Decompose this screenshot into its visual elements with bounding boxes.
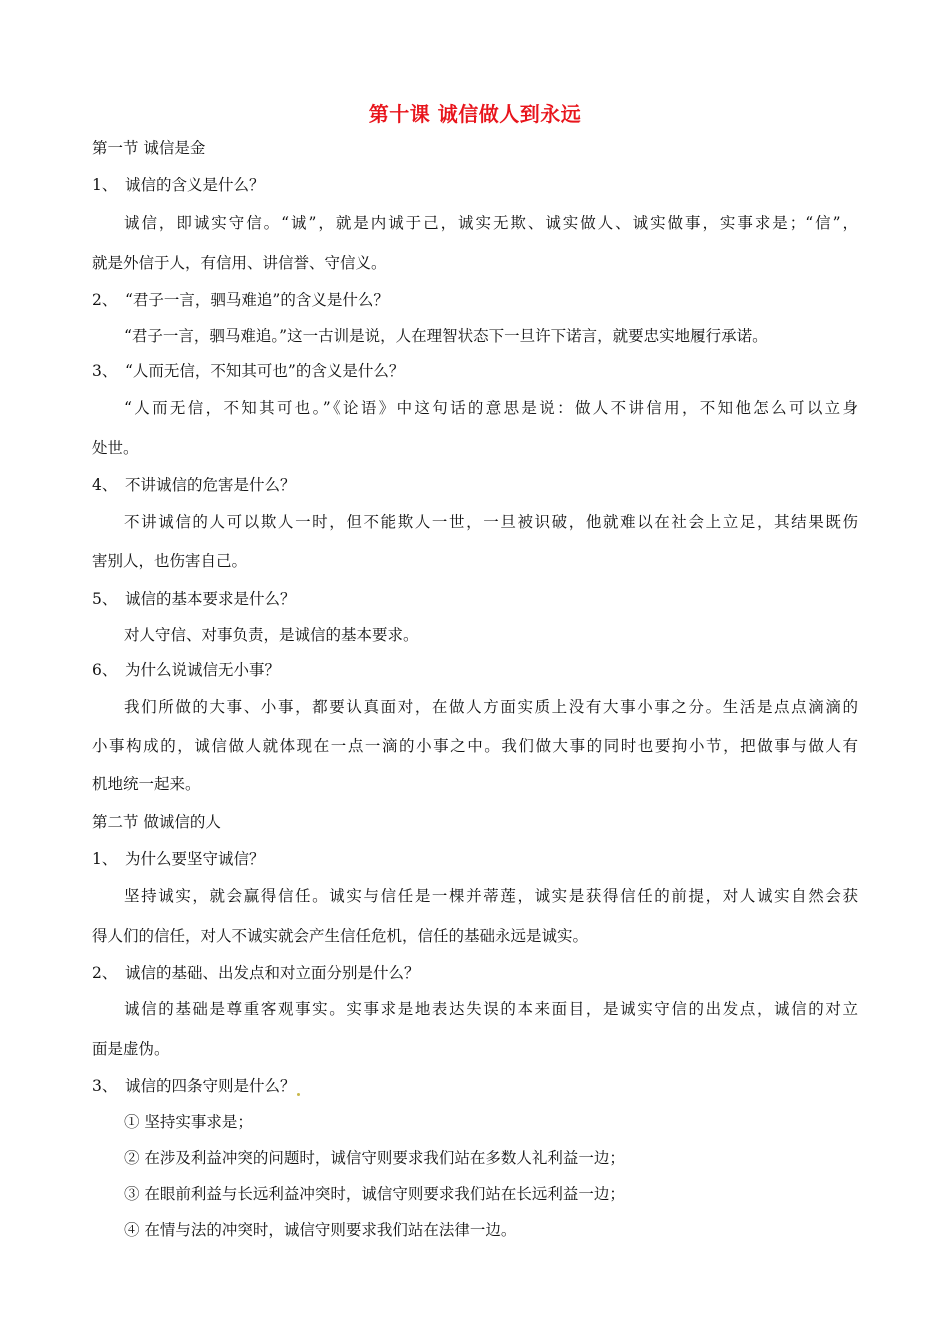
question-text: “人而无信，不知其可也”的含义是什么？ [125,362,405,380]
section-heading-1: 第一节 诚信是金 [92,139,206,157]
rule-4: ④ 在情与法的冲突时，诚信守则要求我们站在法律一边。 [124,1221,517,1239]
question-text: 诚信的含义是什么？ [125,176,265,194]
question-text: 为什么说诚信无小事？ [125,661,281,679]
answer-3-line-1: “人而无信，不知其可也。”《论语》中这句话的意思是说：做人不讲信用，不知他怎么可以立身 [124,399,858,417]
page-title: 第十课 诚信做人到永远 [368,102,582,126]
question-number: 6、 [92,661,118,679]
answer-1-line-1: 诚信，即诚实守信。“诚”，就是内诚于己，诚实无欺、诚实做人、诚实做事，实事求是；“信”， [124,214,858,232]
question-6 [92,660,280,680]
question-number: 5、 [92,590,118,608]
question-number: 2、 [92,291,118,309]
question-text: 诚信的基本要求是什么？ [125,590,296,608]
question-2-3 [92,1076,300,1096]
answer-2-1-line-1: 坚持诚实，就会赢得信任。诚实与信任是一棵并蒂莲，诚实是获得信任的前提，对人诚实自然会获 [124,887,858,905]
answer-6-line-2: 小事构成的，诚信做人就体现在一点一滴的小事之中。我们做大事的同时也要拘小节，把做事与做人有 [92,737,858,755]
question-text: “君子一言，驷马难追”的含义是什么？ [125,291,389,309]
question-number: 2、 [92,964,118,982]
scan-dot-mark [297,1093,300,1096]
answer-2-1-line-2: 得人们的信任，对人不诚实就会产生信任危机，信任的基础永远是诚实。 [92,927,589,945]
rule-2: ② 在涉及利益冲突的问题时，诚信守则要求我们站在多数人礼利益一边； [124,1149,625,1167]
question-number: 3、 [92,1077,118,1095]
answer-2-2-line-2: 面是虚伪。 [92,1040,170,1058]
question-2-1 [92,849,265,869]
rule-1: ① 坚持实事求是； [124,1113,253,1131]
question-5 [92,589,296,609]
answer-4-line-2: 害别人，也伤害自己。 [92,552,248,570]
answer-6-line-3: 机地统一起来。 [92,775,201,793]
answer-6-line-1: 我们所做的大事、小事，都要认真面对，在做人方面实质上没有大事小事之分。生活是点点滴滴的 [124,698,858,716]
question-1 [92,175,265,195]
section-heading-2: 第二节 做诚信的人 [92,813,221,831]
question-2 [92,290,389,310]
answer-4-line-1: 不讲诚信的人可以欺人一时，但不能欺人一世，一旦被识破，他就难以在社会上立足，其结果既伤 [124,513,858,531]
question-number: 1、 [92,850,118,868]
question-text: 不讲诚信的危害是什么？ [125,476,296,494]
answer-5-line-1: 对人守信、对事负责，是诚信的基本要求。 [124,626,419,644]
answer-1-line-2: 就是外信于人，有信用、讲信誉、守信义。 [92,254,387,272]
question-text: 诚信的基础、出发点和对立面分别是什么？ [125,964,420,982]
question-3 [92,361,404,381]
rule-3: ③ 在眼前利益与长远利益冲突时，诚信守则要求我们站在长远利益一边； [124,1185,625,1203]
question-text: 诚信的四条守则是什么？ [125,1077,296,1095]
question-text: 为什么要坚守诚信？ [125,850,265,868]
question-number: 1、 [92,176,118,194]
question-4 [92,475,296,495]
answer-2-line-1: “君子一言，驷马难追。”这一古训是说，人在理智状态下一旦许下诺言，就要忠实地履行承诺。 [124,327,768,345]
answer-2-2-line-1: 诚信的基础是尊重客观事实。实事求是地表达失误的本来面目，是诚实守信的出发点，诚信的对立 [124,1000,858,1018]
question-number: 4、 [92,476,118,494]
question-number: 3、 [92,362,118,380]
question-2-2 [92,963,420,983]
answer-3-line-2: 处世。 [92,439,139,457]
